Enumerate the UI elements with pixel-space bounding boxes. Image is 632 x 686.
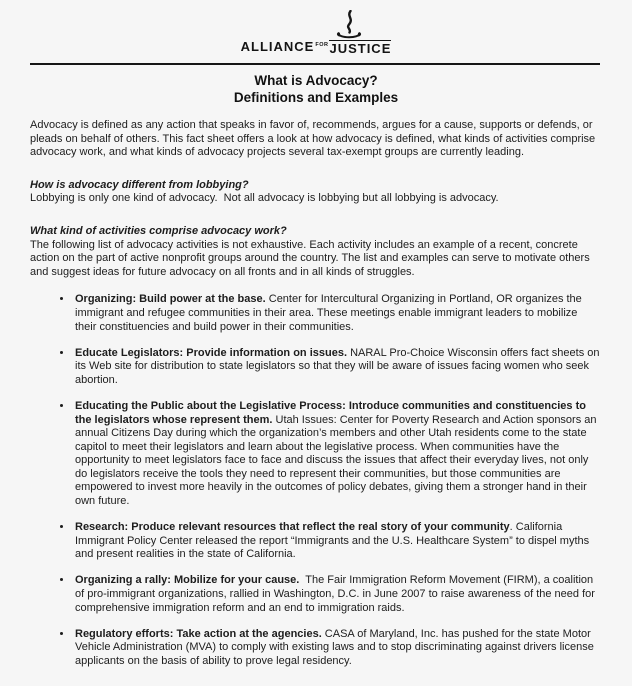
bullet-label: Regulatory efforts: Take action at the agencies. xyxy=(75,627,322,640)
document-body xyxy=(0,106,632,669)
page-title xyxy=(0,72,632,106)
section-lobbying xyxy=(30,179,600,206)
list-item-regulatory xyxy=(73,628,600,669)
bullet-text: CASA of Maryland, Inc. has pushed for the state Motor Vehicle Administration (MVA) to comply with existing laws and to stop discriminating against drivers license applicants on the basis of ability to prove legal residency. xyxy=(75,627,597,667)
page-title-line2: Definitions and Examples xyxy=(233,90,399,105)
bullet-text: . California Immigrant Policy Center released the report “Immigrants and the U.S. Healthcare System” to dispel myths and present realities in the state of California. xyxy=(75,521,593,561)
bullet-label: Organizing: Build power at the base. xyxy=(75,293,266,306)
alliance-for-justice-logo xyxy=(0,0,632,57)
intro-paragraph: Advocacy is defined as any action that speaks in favor of, recommends, argues for a cause, supports or defends, or pleads on behalf of others. This fact sheet offers a look at how advocacy is defined, what kinds of activities comprise advocacy work, and what kinds of advocacy projects several tax-exempt groups are currently leading. xyxy=(30,119,599,159)
section-activities xyxy=(30,225,600,279)
list-item-educating-public xyxy=(73,400,600,509)
list-item-educate-legislators xyxy=(73,346,603,388)
logo-wordmark xyxy=(241,40,392,57)
section-body: The following list of advocacy activities is not exhaustive. Each activity includes an example of a recent, concrete action on the part of active nonprofit groups around the country. The list and examples can serve to motivate others and suggest ideas for future advocacy on all fronts and in all kinds of struggles. xyxy=(30,238,593,278)
logo-word-alliance: ALLIANCE xyxy=(240,39,315,54)
bullet-text: NARAL Pro-Choice Wisconsin offers fact sheets on its Web site for distribution to state legislators so that they will be aware of issues facing women who seek abortion. xyxy=(75,346,603,386)
logo-word-justice: JUSTICE xyxy=(329,41,392,56)
bullet-label: Educate Legislators: Provide information on issues. xyxy=(75,346,348,359)
bullet-text: Center for Intercultural Organizing in Portland, OR organizes the immigrant and refugee communities in their area. These meetings enable immigrant leaders to mobilize their constituencies and build power in their communities. xyxy=(75,293,585,333)
bullet-label: Educating the Public about the Legislative Process: Introduce communities and constituencies to the legislators whose represent them. xyxy=(75,399,586,426)
list-item-research xyxy=(73,521,600,562)
torch-flame-icon xyxy=(336,10,362,42)
bullet-label: Organizing a rally: Mobilize for your cause. xyxy=(75,574,300,587)
bullet-label: Research: Produce relevant resources that reflect the real story of your community xyxy=(75,521,510,534)
bullet-text: Utah Issues: Center for Poverty Research and Action sponsors an annual Citizens Day during which the organization’s members and other Utah residents come to the state capitol to meet their legislators and learn about the legislative process. When communities have the opportunity to meet legislators face to face and discuss the issues that affect their everyday lives, not only do legislators receive the tools they need to represent their communities, but those communities are empowered to invest more heavily in the outcomes of policy debates, giving them a stronger hand in their own future. xyxy=(75,413,600,508)
header-divider xyxy=(30,63,600,65)
advocacy-activities-list xyxy=(30,293,603,668)
list-item-rally xyxy=(73,574,600,615)
list-item-organizing xyxy=(73,293,600,334)
section-body: Lobbying is only one kind of advocacy. Not all advocacy is lobbying but all lobbying is advocacy. xyxy=(30,192,499,205)
section-heading: How is advocacy different from lobbying? xyxy=(30,178,249,191)
logo-word-for: FOR xyxy=(315,42,329,48)
page-title-line1: What is Advocacy? xyxy=(254,73,378,88)
bullet-text: The Fair Immigration Reform Movement (FIRM), a coalition of pro-immigrant organizations, rallied in Washington, D.C. in June 2007 to raise awareness of the need for comprehensive immigration reform and an end to immigration raids. xyxy=(75,574,598,614)
section-heading: What kind of activities comprise advocacy work? xyxy=(30,224,287,237)
